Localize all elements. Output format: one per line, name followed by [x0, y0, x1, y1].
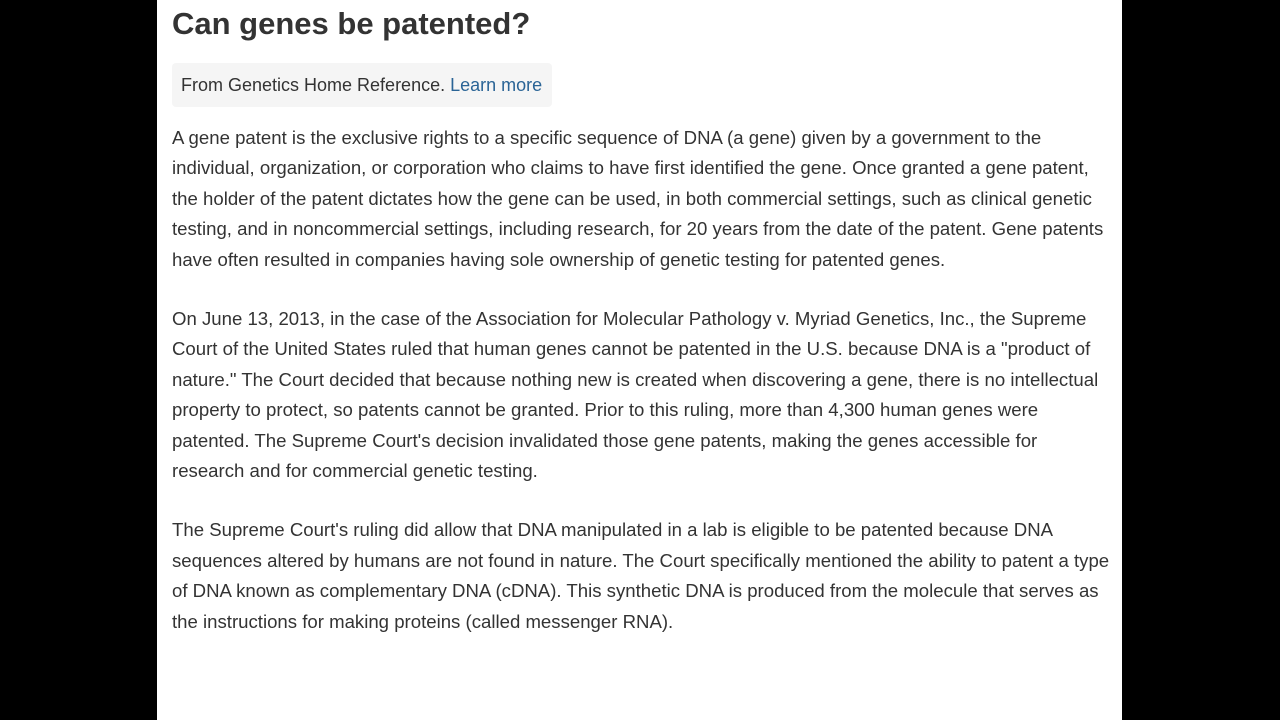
source-note — [172, 63, 552, 107]
source-text: From Genetics Home Reference. — [181, 75, 451, 95]
learn-more-link[interactable]: Learn more — [450, 75, 543, 95]
paragraph-patent-definition: A gene patent is the exclusive rights to a specific sequence of DNA (a gene) given by a government to the individual, organization, or corporation who claims to have first identified the gene. Once granted a gene patent, the holder of the patent dictates how the gene can be used, in both commercial settings, such as clinical genetic testing, and in noncommercial settings, including research, for 20 years from the date of the patent. Gene patents have often resulted in companies having sole ownership of genetic testing for patented genes. — [172, 127, 1104, 270]
page-title: Can genes be patented? — [172, 6, 531, 41]
article-page — [157, 0, 1122, 720]
paragraph-cdna-exception: The Supreme Court's ruling did allow that DNA manipulated in a lab is eligible to be patented because DNA sequences altered by humans are not found in nature. The Court specifically mentioned the ability to patent a type of DNA known as complementary DNA (cDNA). This synthetic DNA is produced from the molecule that serves as the instructions for making proteins (called messenger RNA). — [172, 519, 1110, 632]
paragraph-supreme-court-ruling: On June 13, 2013, in the case of the Association for Molecular Pathology v. Myriad Genetics, Inc., the Supreme Court of the United States ruled that human genes cannot be patented in the U.S. because DNA is a "product of nature." The Court decided that because nothing new is created when discovering a gene, there is no intellectual property to protect, so patents cannot be granted. Prior to this ruling, more than 4,300 human genes were patented. The Supreme Court's decision invalidated those gene patents, making the genes accessible for research and for commercial genetic testing. — [172, 308, 1099, 482]
article-body — [172, 123, 1110, 666]
